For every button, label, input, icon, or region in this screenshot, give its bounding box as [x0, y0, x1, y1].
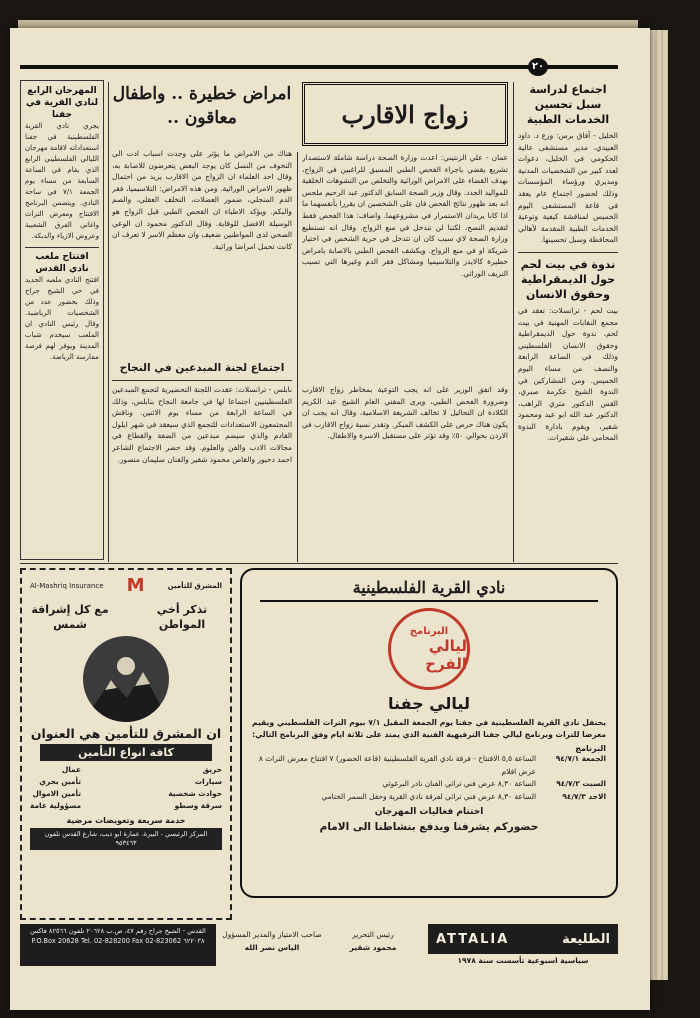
- festival-nights-title: ليالي جفنا: [388, 694, 470, 713]
- left-column: [20, 80, 104, 560]
- insurance-type: سيارات: [194, 777, 222, 786]
- festival-logo-main: ليالي الفرح: [425, 636, 467, 673]
- publisher-block: [222, 928, 322, 954]
- insurance-type: حوادث شخصية: [168, 789, 222, 798]
- insurance-type: مسؤولية عامة: [30, 801, 82, 810]
- festival-closing: اختتام فعاليات المهرجان: [374, 807, 484, 817]
- festival-news-headline: المهرجان الرابع لنادي القرية في جفنا: [26, 86, 98, 120]
- insurance-types: [30, 764, 222, 812]
- disease-article-title: امراض خطيرة .. واطفال معاقون ..: [112, 84, 292, 128]
- main-article-continued: [302, 384, 508, 560]
- insurance-type: سرقة وسطو: [174, 801, 222, 810]
- festival-club-name: نادي القرية الفلسطينية: [352, 578, 506, 597]
- democracy-seminar-headline: ندوة في بيت لحم حول الديمقراطية وحقوق الانسان: [518, 252, 618, 302]
- insurance-top-left: مع كل إشراقة شمس: [31, 603, 109, 631]
- program-text: الساعة ٥,٥ الافتتاح - فرقة نادي القرية الفلسطينية (قاعة الحضور) ٧ افتتاح معرض التراث ٨ عرض افلام: [258, 754, 536, 776]
- disease-article-header: [112, 82, 292, 152]
- editor-label: رئيس التحرير: [352, 930, 394, 939]
- festival-intro: يحتفل نادي القرية الفلسطينية في جفنا يوم الجمعة المقبل ٧/١ بيوم التراث الفلسطيني ويقيم معرضا للتراث وبرنامج ليالي جفنا الترفيهية الفنية الذي يمتد على ثلاثة ايام وفق البرنامج التالي:: [252, 718, 606, 739]
- insurance-list-left: [30, 764, 81, 812]
- festival-logo-top: البرنامج: [409, 625, 449, 637]
- newspaper-tagline: سياسية اسبوعية تأسست سنة ١٩٧٨: [457, 956, 589, 965]
- festival-logo: [388, 608, 470, 690]
- newspaper-sheet: [20, 60, 618, 970]
- insurance-type: تأمين الاموال: [32, 789, 82, 798]
- editor-name: محمود شقير: [349, 943, 397, 952]
- festival-program-row: [252, 791, 606, 804]
- main-article-body-continued: وقد اتفق الوزير على انه يجب التوعية بمخاطر زواج الاقارب وضرورة الفحص الطبي، ويرى المفتي العام الشيخ عبد الكريم الكلادة ان التحاليل لا تخالف الشريعة الاسلامية، وقال انه يجب ان يكون هناك حرص على الكشف المبكر. وتقدر نسبة زواج الاقارب في الاردن بحوالي ٥٠٪ وقد تؤثر على مستقبل الاسرة والاطفال.: [302, 385, 508, 441]
- brand-en: ATTALIA: [436, 931, 510, 947]
- program-day: الجمعة ٩٤/٧/١: [555, 754, 606, 763]
- medical-services-body: الخليل - آفاق برس: وزع د. داود العبيدي، مدير مستشفى عالية الحكومي في الخليل، دعوات لعدد كبير من الشخصيات المدنية ومديري ورؤساء المؤسسات وذلك لحضور اجتماع عام يعقد في قاعة المستشفى اليوم الخميس لمناقشة كيفية وتوعية الخدمات الطبية المقدمة لأهالي المحافظة وسبل تحسينها.: [518, 131, 618, 245]
- creative-article-column: [112, 384, 292, 560]
- section-divider: [20, 563, 618, 564]
- club-field-body: افتتح النادي ملعبه الجديد في حي الشيخ جراح وذلك بحضور عدد من الشخصيات الرياضية. وقال رئيس النادي ان الملعب سيخدم شباب المدينة ويوفر لهم فرصة ممارسة الرياضة.: [25, 276, 99, 361]
- brand-ar: الطليعة: [562, 931, 610, 947]
- disease-article-body: هناك من الامراض ما يؤثر على وجدت اسباب ادت الى التخوف من النسل كان يوجد البعض يتعرضون للاصابة به، وقال احد العلماء ان الزواج من الاقارب يزيد من احتمال ظهور الامراض الوراثية. ومن هذه الامراض: التلاسيميا، فقر الدم المنجلي، ضمور العضلات، التخلف العقلي، والصم والبكم. ويؤكد الاطباء ان الفحص الطبي قبل الزواج هو الوسيلة الافضل للوقاية. وقال الدكتور محمود ان الوعي الصحي لدى المواطنين ضعيف وان معظم الاسر لا تعرف ان كانت تحمل امراضا وراثية.: [112, 149, 292, 251]
- column-divider: [108, 82, 109, 562]
- column-divider: [297, 152, 298, 562]
- mountain-illustration-icon: [83, 636, 169, 722]
- program-day: الاحد ٩٤/٧/٣: [562, 791, 606, 801]
- democracy-seminar-body: بيت لحم - ترانسلات: تعقد في مجمع النقابات المهنية في بيت لحم، ندوة حول الديمقراطية وحقوق الانسان الفلسطيني وذلك في الساعة الرابعة والنصف من مساء اليوم الخميس. ومن المشاركين في الندوة الشيخ عكرمة صبري، القس الدكتور متري الراهب، الدكتور عبد الله ابو عيد ومحمود شقير، ويقوم بادارة الندوة المحامي علي شقيرات.: [518, 305, 618, 443]
- club-field-headline: افتتاح ملعب نادي القدس: [25, 247, 99, 275]
- insurance-brand-ar: المشرق للتأمين: [167, 582, 222, 590]
- creative-article-body: نابلس - ترانسلات: عقدت اللجنة التحضيرية لتجمع المبدعين الفلسطينيين اجتماعا لها في جامعة النجاح بنابلس، وذلك في الساعة الرابعة من مساء يوم الاثنين. وناقش المجتمعون الاستعدادات للتجمع الذي سيعقد في شهر ايلول القادم والذي سيضم مبدعين من الضفة والقطاع في مجالات الادب والفن والعلوم. وقد حضر الاجتماع الشاعر احمد دحبور والقاص محمود شقير والفنان سليمان منصور.: [112, 385, 292, 464]
- festival-program-row: [252, 778, 606, 791]
- newspaper-brand: [428, 924, 618, 954]
- insurance-address: المركز الرئيسي - البيرة، عمارة ابو ذيب، شارع القدس تلفون ٩٥٣٤٦٣: [30, 828, 222, 850]
- insurance-logo-icon: M: [126, 575, 145, 596]
- creative-article-title: اجتماع لجنة المبدعين في النجاح: [112, 356, 292, 381]
- insurance-top-right: تذكر أخي المواطن: [156, 603, 208, 631]
- insurance-band: كافة انواع التأمين: [40, 744, 212, 761]
- masthead-footer: [20, 924, 618, 970]
- right-column: [518, 82, 618, 558]
- publisher-name: الياس نصر الله: [244, 943, 300, 952]
- medical-services-headline: اجتماع لدراسة سبل تحسين الخدمات الطبية: [526, 83, 610, 126]
- insurance-type: عمال: [61, 765, 82, 774]
- mountain-graphic: [83, 636, 169, 722]
- festival-program-row: [252, 753, 606, 778]
- editor-block: [328, 928, 418, 954]
- program-day: السبت ٩٤/٧/٢: [556, 779, 606, 788]
- main-article-title: زواج الاقارب: [341, 99, 469, 129]
- festival-news-body: يجري نادي القرية الفلسطينية في جفنا استعداداته لاقامة مهرجان الليالي الفلسطيني الرابع الذي يقام في الساعة السابعة من مساء يوم الجمعة ٧/١ في ساحة النادي. ويتضمن البرنامج الافتتاح ومعرض التراث واغاني الفرق الشعبية وعروض الازياء والدبكة.: [25, 122, 100, 240]
- program-text: الساعة ٨,٣٠ عرض فني تراثي لفرقة نادي القرية وحفل السمر الختامي: [321, 791, 536, 801]
- festival-title-rule: [260, 600, 598, 602]
- festival-slogan: حضوركم يشرفنا ويدفع بنشاطنا الى الامام: [319, 821, 539, 833]
- insurance-type: حريق: [202, 765, 222, 774]
- disease-article-column: [112, 148, 292, 352]
- publisher-label: صاحب الامتياز والمدير المسؤول: [222, 930, 322, 939]
- column-divider: [513, 82, 514, 562]
- insurance-footer: خدمة سريعة وتعويضات مرضية: [66, 816, 186, 825]
- newspaper-address: القدس - الشيخ جراح رقم ٤٧، ص.ب ٢٠٦٢٨ تلفون ٨٢٥٦٦ فاكس ٦٢٢٠٣٨ P.O.Box 20628 Tel. 02-828200 Fax 02-823062: [20, 924, 216, 966]
- insurance-list-right: [168, 764, 222, 812]
- festival-program-title: البرنامج: [575, 744, 606, 753]
- insurance-brand-en: Al-Mashriq Insurance: [30, 582, 104, 590]
- festival-advertisement: [240, 568, 618, 898]
- creative-article-header: [112, 356, 292, 380]
- main-article-title-box: [302, 82, 508, 146]
- insurance-slogan: ان المشرق للتأمين هي العنوان: [30, 726, 222, 741]
- insurance-advertisement: [20, 568, 232, 920]
- insurance-type: تأمين بحري: [39, 777, 82, 786]
- insurance-logo-row: [30, 576, 222, 596]
- page-number: ٢٠: [528, 58, 548, 76]
- program-text: الساعة ٨,٣٠ عرض فني تراثي الفنان نادر البرغوثي: [382, 779, 536, 788]
- main-article-body: عمان - علي الزنتيني: اعدت وزارة الصحة دراسة شاملة لاستصدار تشريع يقضي باجراء الفحص الطبي المسبق للراغبين في الزواج، بهدف القضاء على الامراض الوراثية والتخلص من التشوهات الخلقية للمواليد الجدد. وقال وزير الصحة السابق الدكتور عبد الرحيم ملحس انه بعد ظهور نتائج الفحص فان على الشخصين ان يقررا بأنفسهما ما اذا كانا يريدان الاستمرار في مشروعهما. واضاف: هذا الفحص فقط لتقديم النصح، لكننا لن نتدخل في منع الزواج. وقال انه تستطيع وزارة الصحة لاي سبب كان ان تتدخل في حرية الشخص في اختيار شريكة او في منع الزواج. ويكشف الفحص الطبي بالاصابة بامراض خطيرة كالايدز والتلاسيميا ومشاكل فقر الدم وغيرها التي تسبب النزيف الوراثي.: [302, 153, 508, 278]
- insurance-top-text: [30, 602, 222, 632]
